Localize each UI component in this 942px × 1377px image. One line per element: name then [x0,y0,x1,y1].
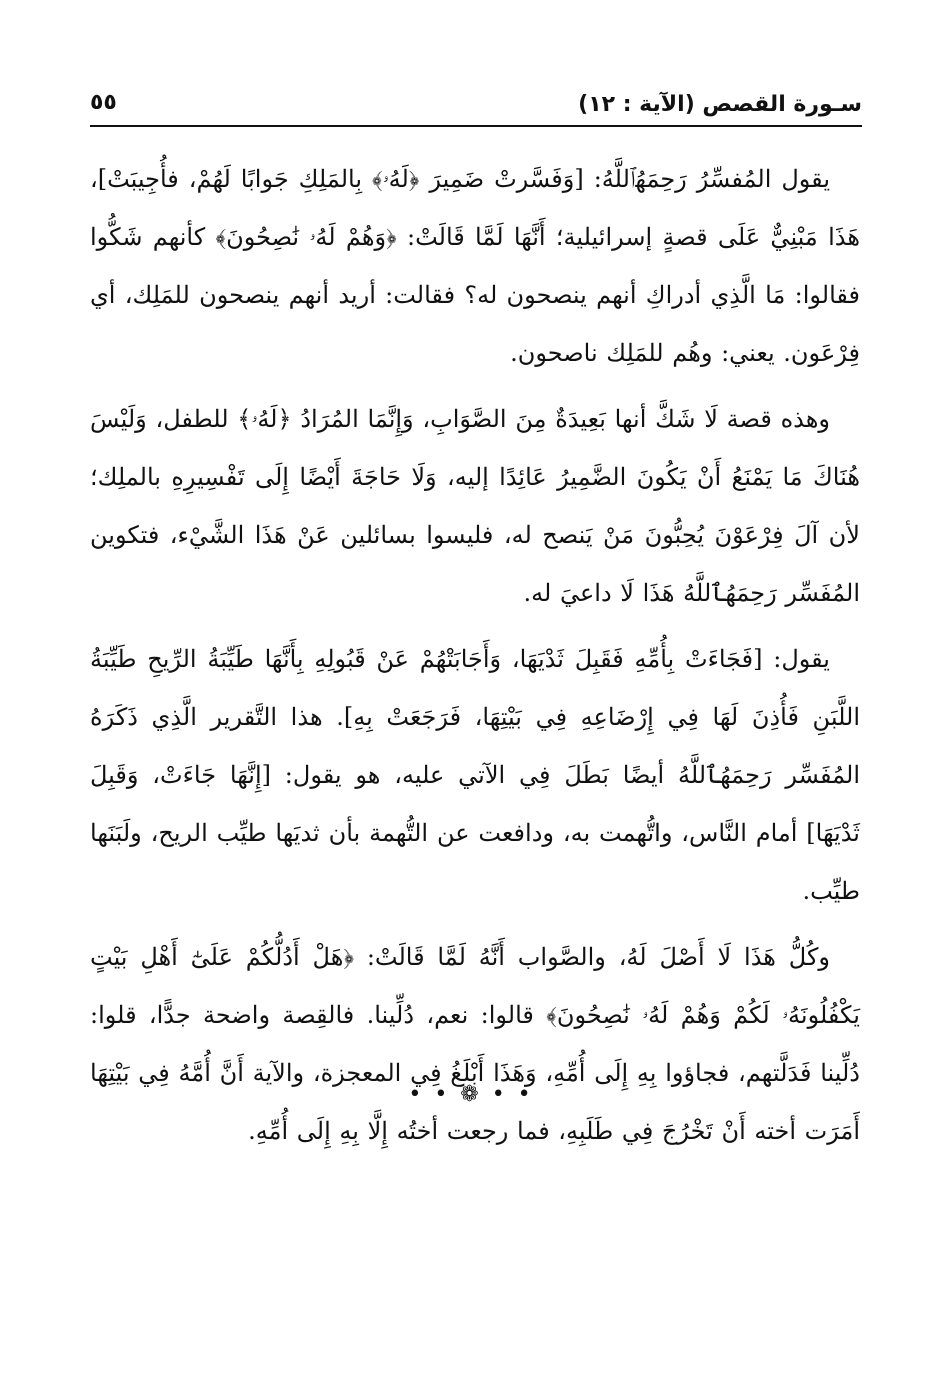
section-end-ornament: • • ❁ • • [408,1082,534,1107]
paragraph-3: يقول: [فَجَاءَتْ بِأُمِّهِ فَقَبِلَ ثَدْيَهَا، وَأَجَابَتْهُمْ عَنْ قَبُولِهِ بِأَنَّهَا طَيِّبَةُ الرِّيحِ طَيِّبَةُ اللَّبَنِ فَأُذِنَ لَهَا فِي إِرْضَاعِهِ فِي بَيْتِهَا، فَرَجَعَتْ بِهِ]. هذا التَّقرير الَّذِي ذَكَرَهُ المُفَسِّر رَحِمَهُٱللَّهُ أيضًا بَطَلَ فِي الآتي عليه، هو يقول: [إِنَّهَا جَاءَتْ، وَقَبِلَ ثَدْيَهَا] أمام النَّاس، واتُّهمت به، ودافعت عن التُّهمة بأن ثديَها طيِّب الريح، ولَبَنَها طيِّب. [90,645,860,905]
page-body [90,150,860,1168]
page-header [90,84,862,124]
paragraph-4: وكُلُّ هَذَا لَا أَصْلَ لَهُ، والصَّواب أَنَّهُ لَمَّا قَالَتْ: ﴿هَلْ أَدُلُّكُمْ عَلَىٰٓ أَهْلِ بَيْتٍ يَكْفُلُونَهُۥ لَكُمْ وَهُمْ لَهُۥ نَٰصِحُونَ﴾ قالوا: نعم، دُلِّينا. فالقِصة واضحة جدًّا، قلوا: دُلِّينا فَدَلَّتهم، فجاؤوا بِهِ إِلَى أُمِّهِ، وَهَذَا أَبْلَغُ فِي المعجزة، والآية أَنَّ أُمَّهُ فِي بَيْتِهَا أَمَرَت أخته أَنْ تَخْرُجَ فِي طَلَبِهِ، فما رجعت أختُه إِلَّا بِهِ إِلَى أُمِّهِ. [90,943,860,1145]
header-divider [90,125,862,127]
paragraph-2: وهذه قصة لَا شَكَّ أنها بَعِيدَةٌ مِنَ الصَّوَابِ، وَإِنَّمَا المُرَادُ ﴿لَهُۥ﴾ للطفل، وَلَيْسَ هُنَاكَ مَا يَمْنَعُ أَنْ يَكُونَ الضَّمِيرُ عَائِدًا إليه، وَلَا حَاجَةَ أَيْضًا إِلَى تَفْسِيرِهِ بالملِك؛ لأن آلَ فِرْعَوْنَ يُحِبُّونَ مَنْ يَنصح له، فليسوا بسائلين عَنْ هَذَا الشَّيْء، فتكوين المُفَسِّر رَحِمَهُٱللَّهُ هَذَا لَا داعيَ له. [90,405,860,607]
surah-title: سـورة القصص (الآية : ١٢) [578,92,862,117]
paragraph-1: يقول المُفسِّرُ رَحِمَهُٱللَّهُ: [وَفَسَّرتْ ضَمِيرَ ﴿لَهُۥ﴾ بِالمَلِكِ جَوابًا لَهُمْ، فأُجِيبَتْ]، هَذَا مَبْنِيٌّ عَلَى قصةٍ إسرائيلية؛ أَنَّهَا لَمَّا قَالَتْ: ﴿وَهُمْ لَهُۥ نَٰصِحُونَ﴾ كأنهم شَكُّوا فقالوا: مَا الَّذِي أدراكِ أنهم ينصحون له؟ فقالت: أريد أنهم ينصحون للمَلِك، أي فِرْعَون. يعني: وهُم للمَلِك ناصحون. [90,165,860,367]
page-number: ٥٥ [90,90,117,115]
